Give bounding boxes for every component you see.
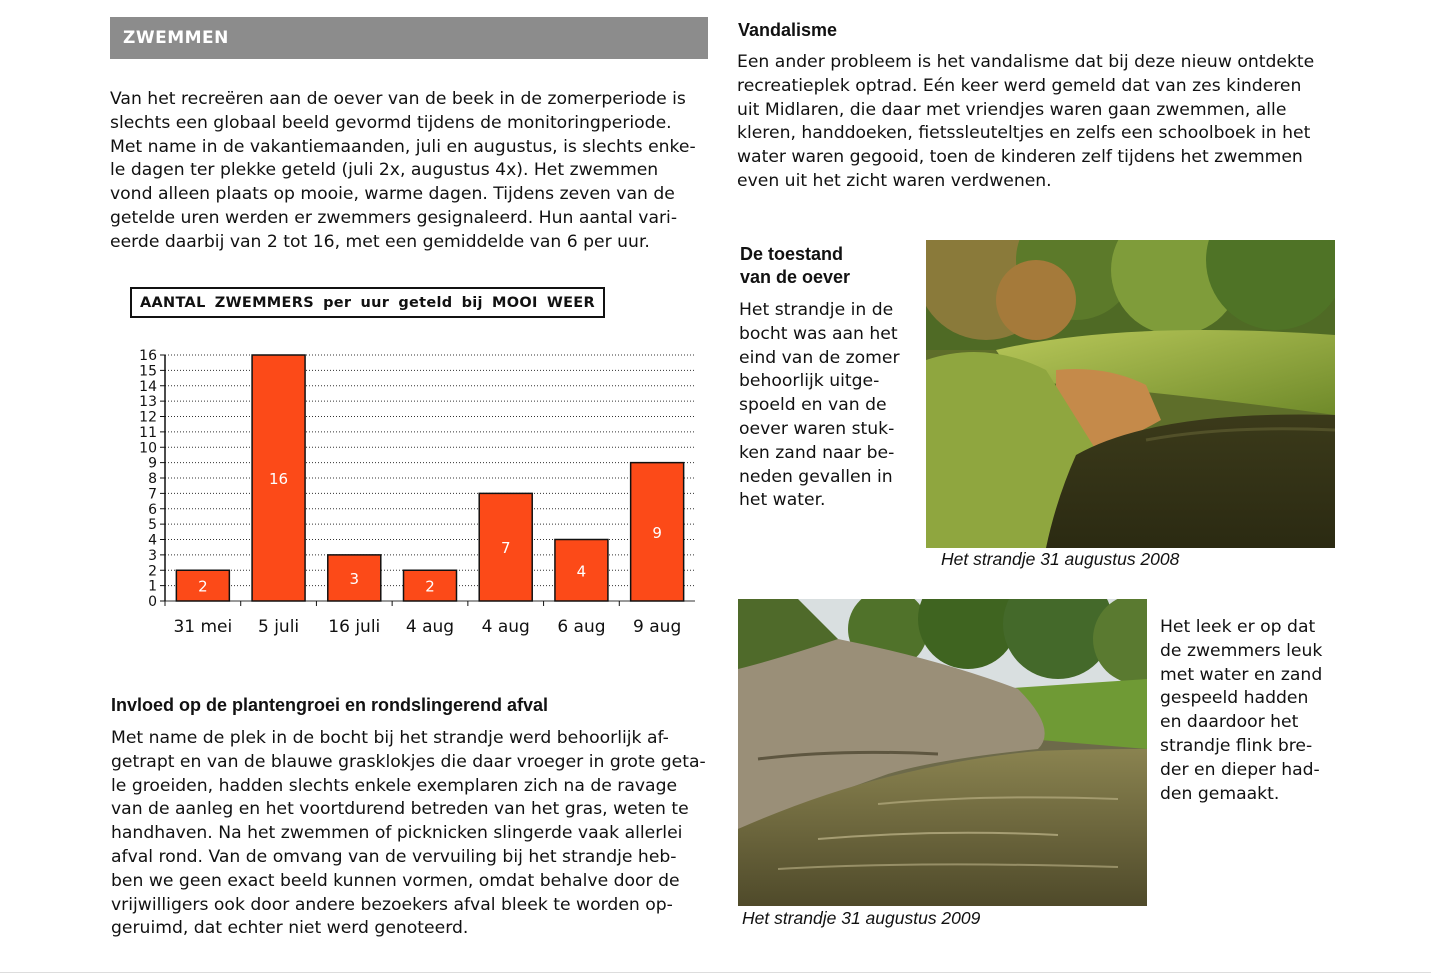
chart-title-word: per: [323, 294, 352, 311]
y-tick-label: 0: [148, 594, 157, 610]
text-line: Een ander probleem is het vandalisme dat bij deze nieuw ontdekte: [737, 52, 1315, 72]
text-line: Het strandje in de: [739, 300, 894, 320]
text-line: water waren gegooid, toen de kinderen zelf tijdens het zwemmen: [737, 147, 1303, 168]
text-line: ben we geen exact beeld kunnen vormen, omdat behalve door de: [111, 870, 680, 891]
chart-title-word: geteld: [398, 294, 453, 311]
text-line: spoeld en van de: [739, 395, 887, 416]
chart-title-word: uur: [360, 294, 390, 311]
photo-strandje-2008: [926, 240, 1335, 548]
text-line: slechts een globaal beeld gevormd tijdens de monitoringperiode.: [110, 112, 672, 133]
chart-title-word: bij: [461, 294, 483, 311]
section2-paragraph: [111, 727, 711, 941]
text-line: eerde daarbij van 2 tot 16, met een gemiddelde van 6 per uur.: [110, 231, 650, 252]
x-category-label: 16 juli: [328, 617, 381, 637]
y-tick-label: 5: [148, 517, 157, 534]
x-category-label: 5 juli: [257, 617, 300, 637]
bar-value-label: 2: [198, 577, 208, 596]
text-line: gespeeld hadden: [1160, 688, 1309, 709]
text-line: even uit het zicht waren verdwenen.: [737, 170, 1052, 191]
x-category-label: 6 aug: [557, 617, 606, 637]
y-tick-label: 8: [148, 471, 157, 487]
vandalisme-paragraph: [737, 51, 1337, 194]
y-tick-label: 9: [148, 455, 157, 472]
y-tick-label: 15: [139, 363, 157, 380]
bar-value-label: 16: [269, 470, 289, 488]
photo2-caption: Het strandje 31 augustus 2009: [742, 908, 981, 928]
text-line: strandje flink bre-: [1160, 735, 1313, 756]
text-line: Van het recreëren aan de oever van de beek in de zomerperiode is: [110, 89, 686, 109]
text-line: geruimd, dat echter niet werd genoteerd.: [111, 918, 469, 939]
text-line: kleren, handdoeken, fietssleuteltjes en zelfs een schoolboek in het: [737, 123, 1311, 144]
text-line: Met name de plek in de bocht bij het strandje werd behoorlijk af-: [111, 728, 669, 748]
text-line: uit Midlaren, die daar met vriendjes waren gaan zwemmen, alle: [737, 99, 1287, 120]
y-tick-label: 7: [148, 486, 157, 503]
toestand-heading: [740, 243, 850, 289]
section-title-bar: [110, 17, 708, 59]
text-line: het water.: [739, 490, 826, 511]
y-tick-label: 10: [139, 440, 157, 457]
x-category-label: 31 mei: [173, 617, 233, 637]
text-line: en daardoor het: [1160, 712, 1299, 733]
y-tick-label: 14: [139, 378, 157, 395]
bar-value-label: 9: [652, 523, 662, 542]
text-line: de zwemmers leuk: [1160, 640, 1323, 661]
text-line: ken zand naar be-: [739, 442, 895, 463]
x-category-label: 4 aug: [481, 617, 530, 637]
y-tick-label: 1: [148, 578, 157, 595]
vandalisme-heading: Vandalisme: [738, 20, 838, 40]
y-tick-label: 3: [148, 547, 157, 564]
y-tick-label: 4: [148, 532, 157, 549]
intro-paragraph: [110, 88, 710, 255]
x-category-label: 9 aug: [633, 617, 682, 637]
x-category-label: 4 aug: [405, 617, 455, 637]
heading-line: De toestand: [740, 244, 844, 264]
photo2-paragraph: [1160, 616, 1350, 806]
photo-strandje-2009: [738, 599, 1147, 906]
text-line: le groeiden, hadden slechts enkele exemplaren zich na de ravage: [111, 775, 678, 796]
text-line: Het leek er op dat: [1160, 617, 1316, 637]
text-line: neden gevallen in: [739, 466, 893, 487]
y-tick-label: 16: [139, 348, 157, 364]
section-title: ZWEMMEN: [123, 28, 229, 48]
text-line: handhaven. Na het zwemmen of picknicken slingerde vaak allerlei: [111, 823, 683, 844]
text-line: vond alleen plaats op mooie, warme dagen. Tijdens zeven van de: [110, 184, 675, 205]
text-line: afval rond. Van de omvang van de vervuiling bij het strandje heb-: [111, 846, 677, 867]
photo1-caption: Het strandje 31 augustus 2008: [941, 549, 1180, 569]
y-tick-label: 6: [148, 501, 157, 518]
bar-chart: [120, 340, 710, 645]
text-line: getelde uren werden er zwemmers gesignaleerd. Hun aantal vari-: [110, 207, 678, 228]
heading-line: van de oever: [740, 267, 851, 287]
text-line: getrapt en van de blauwe grasklokjes die daar vroeger in grote geta-: [111, 751, 706, 772]
bar-value-label: 4: [576, 562, 587, 581]
text-line: Met name in de vakantiemaanden, juli en augustus, is slechts enke-: [110, 136, 696, 157]
text-line: eind van de zomer: [739, 347, 900, 368]
chart-title: [130, 287, 605, 318]
text-line: oever waren stuk-: [739, 418, 895, 439]
text-line: der en dieper had-: [1160, 759, 1320, 780]
chart-title-word: AANTAL: [140, 294, 206, 311]
y-tick-label: 11: [139, 424, 157, 441]
text-line: behoorlijk uitge-: [739, 371, 880, 392]
text-line: vrijwilligers ook door andere bezoekers afval bleek te worden op-: [111, 894, 673, 915]
bar-value-label: 3: [349, 569, 360, 588]
chart-title-word: ZWEMMERS: [214, 294, 314, 311]
text-line: met water en zand: [1160, 664, 1323, 685]
y-tick-label: 2: [148, 563, 157, 580]
text-line: bocht was aan het: [739, 323, 898, 344]
y-tick-label: 12: [139, 409, 157, 426]
chart-title-word: MOOI: [491, 294, 538, 311]
text-line: le dagen ter plekke geteld (juli 2x, augustus 4x). Het zwemmen: [110, 160, 659, 181]
section2-heading: Invloed op de plantengroei en rondslingerend afval: [111, 695, 549, 715]
text-line: recreatieplek optrad. Eén keer werd gemeld dat van zes kinderen: [737, 75, 1302, 96]
text-line: van de aanleg en het voortdurend betreden van het gras, weten te: [111, 799, 689, 820]
bar-value-label: 7: [500, 539, 511, 558]
toestand-paragraph: [739, 299, 919, 513]
text-line: den gemaakt.: [1160, 783, 1280, 804]
page-bottom-rule: [0, 972, 1431, 973]
chart-title-word: WEER: [546, 294, 595, 311]
y-tick-label: 13: [139, 394, 157, 411]
bar-value-label: 2: [425, 577, 435, 596]
